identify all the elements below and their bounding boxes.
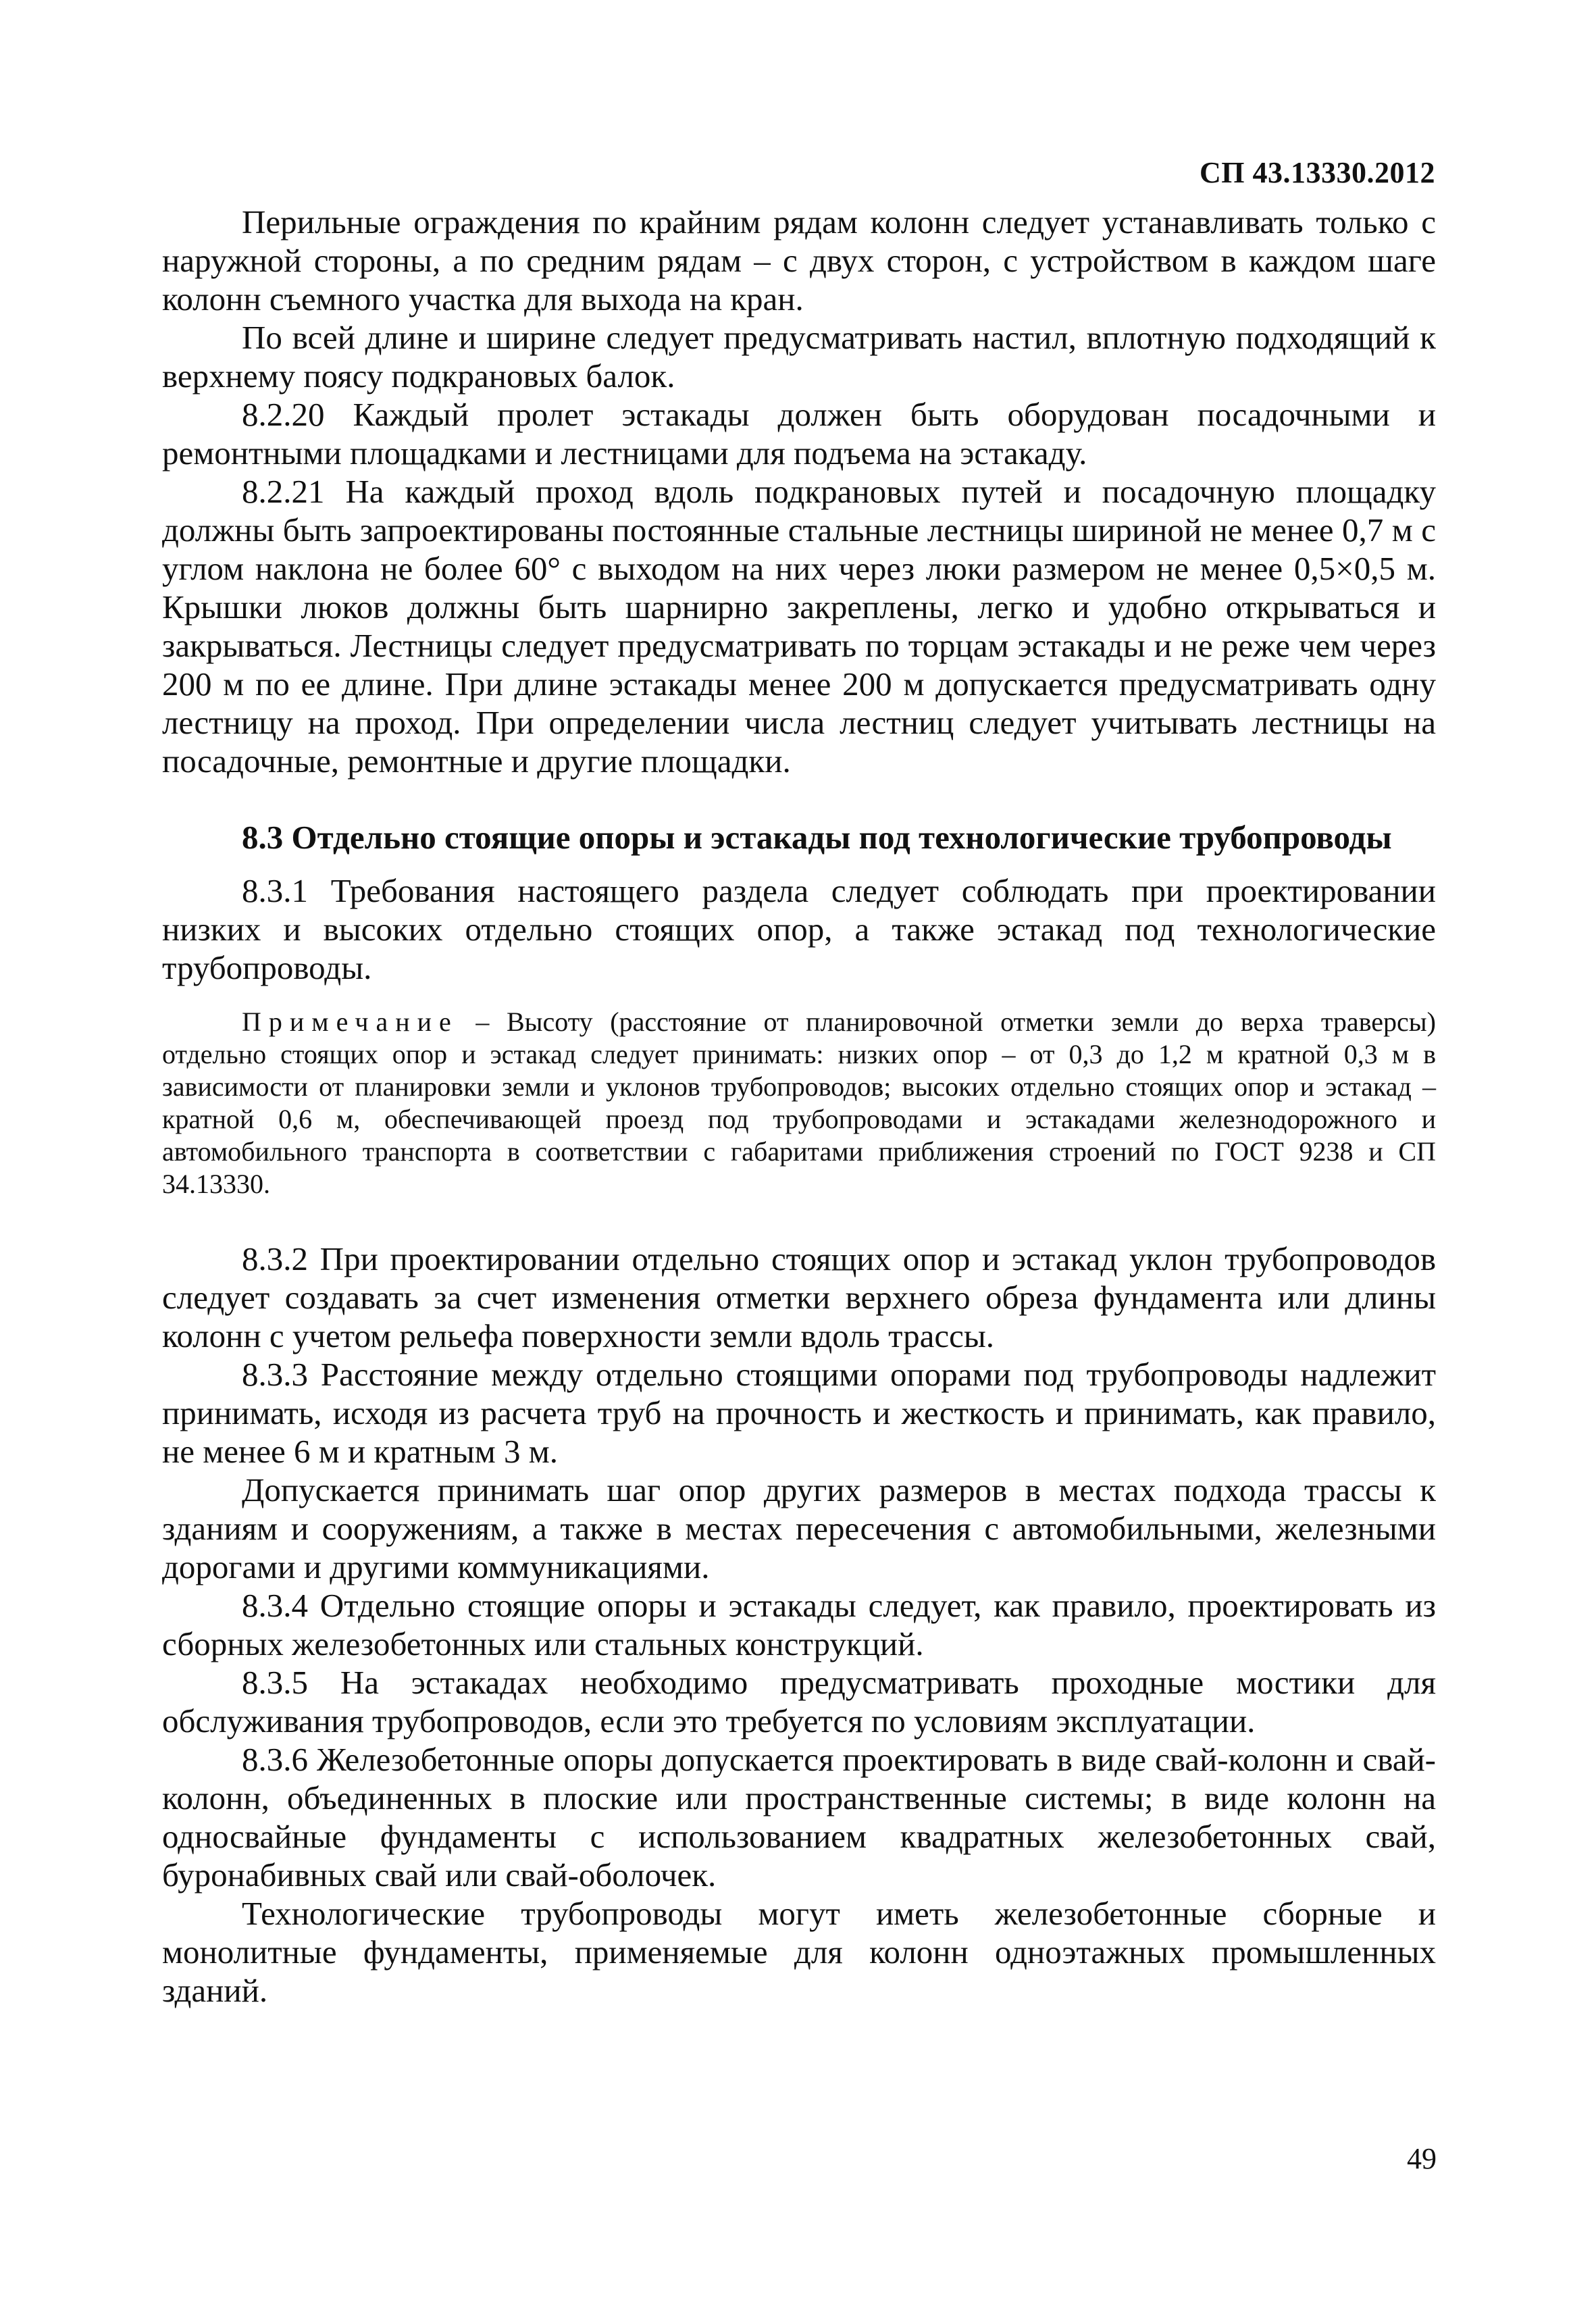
paragraph-decking: По всей длине и ширине следует предусматривать настил, вплотную подходящий к верхнему поясу подкрановых балок. — [162, 319, 1436, 395]
paragraph-8-2-20: 8.2.20 Каждый пролет эстакады должен быть оборудован посадочными и ремонтными площадками и лестницами для подъема на эстакаду. — [162, 396, 1436, 472]
paragraph-8-3-6: 8.3.6 Железобетонные опоры допускается проектировать в виде свай-колонн и свай-колонн, объединенных в плоские или пространственные системы; в виде колонн на односвайные фундаменты с использованием квадратных железобетонных свай, буронабивных свай или свай-оболочек. — [162, 1741, 1436, 1893]
paragraph-8-3-1: 8.3.1 Требования настоящего раздела следует соблюдать при проектировании низких и высоких отдельно стоящих опор, а также эстакад под технологические трубопроводы. — [162, 872, 1436, 986]
paragraph-railings: Перильные ограждения по крайним рядам колонн следует устанавливать только с наружной стороны, а по средним рядам – с двух сторон, с устройством в каждом шаге колонн съемного участка для выхода на кран. — [162, 203, 1436, 317]
paragraph-8-3-5: 8.3.5 На эстакадах необходимо предусматривать проходные мостики для обслуживания трубопроводов, если это требуется по условиям эксплуатации. — [162, 1664, 1436, 1739]
paragraph-foundations: Технологические трубопроводы могут иметь железобетонные сборные и монолитные фундаменты, применяемые для колонн одноэтажных промышленных зданий. — [162, 1895, 1436, 2009]
paragraph-8-3-3: 8.3.3 Расстояние между отдельно стоящими опорами под трубопроводы надлежит принимать, исходя из расчета труб на прочность и жесткость и принимать, как правило, не менее 6 м и кратным 3 м. — [162, 1356, 1436, 1470]
paragraph-8-3-4: 8.3.4 Отдельно стоящие опоры и эстакады следует, как правило, проектировать из сборных железобетонных или стальных конструкций. — [162, 1587, 1436, 1662]
section-title-8-3: 8.3 Отдельно стоящие опоры и эстакады под технологические трубопроводы — [242, 819, 1392, 856]
note-block — [162, 1006, 1436, 1200]
note-text: – Высоту (расстояние от планировочной отметки земли до верха траверсы) отдельно стоящих опор и эстакад следует принимать: низких опор – от 0,3 до 1,2 м кратной 0,3 м в зависимости от планировки земли и уклонов трубопроводов; высоких отдельно стоящих опор и эстакад – кратной 0,6 м, обеспечивающей проезд под трубопроводами и эстакадами железнодорожного и автомобильного транспорта в соответствии с габаритами приближения строений по ГОСТ 9238 и СП 34.13330. — [162, 1007, 1436, 1199]
document-body — [162, 203, 1436, 2010]
paragraph-8-3-2: 8.3.2 При проектировании отдельно стоящих опор и эстакад уклон трубопроводов следует создавать за счет изменения отметки верхнего обреза фундамента или длины колонн с учетом рельефа поверхности земли вдоль трассы. — [162, 1240, 1436, 1354]
paragraph-support-spacing: Допускается принимать шаг опор других размеров в местах подхода трассы к зданиям и сооружениям, а также в местах пересечения с автомобильными, железными дорогами и другими коммуникациями. — [162, 1471, 1436, 1585]
paragraph-8-2-21: 8.2.21 На каждый проход вдоль подкрановых путей и посадочную площадку должны быть запроектированы постоянные стальные лестницы шириной не менее 0,7 м с углом наклона не более 60° с выходом на них через люки размером не менее 0,5×0,5 м. Крышки люков должны быть шарнирно закреплены, легко и удобно открываться и закрываться. Лестницы следует предусматривать по торцам эстакады и не реже чем через 200 м по ее длине. При длине эстакады менее 200 м допускается предусматривать одну лестницу на проход. При определении числа лестниц следует учитывать лестницы на посадочные, ремонтные и другие площадки. — [162, 473, 1436, 780]
page-number: 49 — [1407, 2142, 1437, 2175]
document-code: СП 43.13330.2012 — [1200, 156, 1435, 189]
note-label: Примечание — [242, 1007, 459, 1037]
